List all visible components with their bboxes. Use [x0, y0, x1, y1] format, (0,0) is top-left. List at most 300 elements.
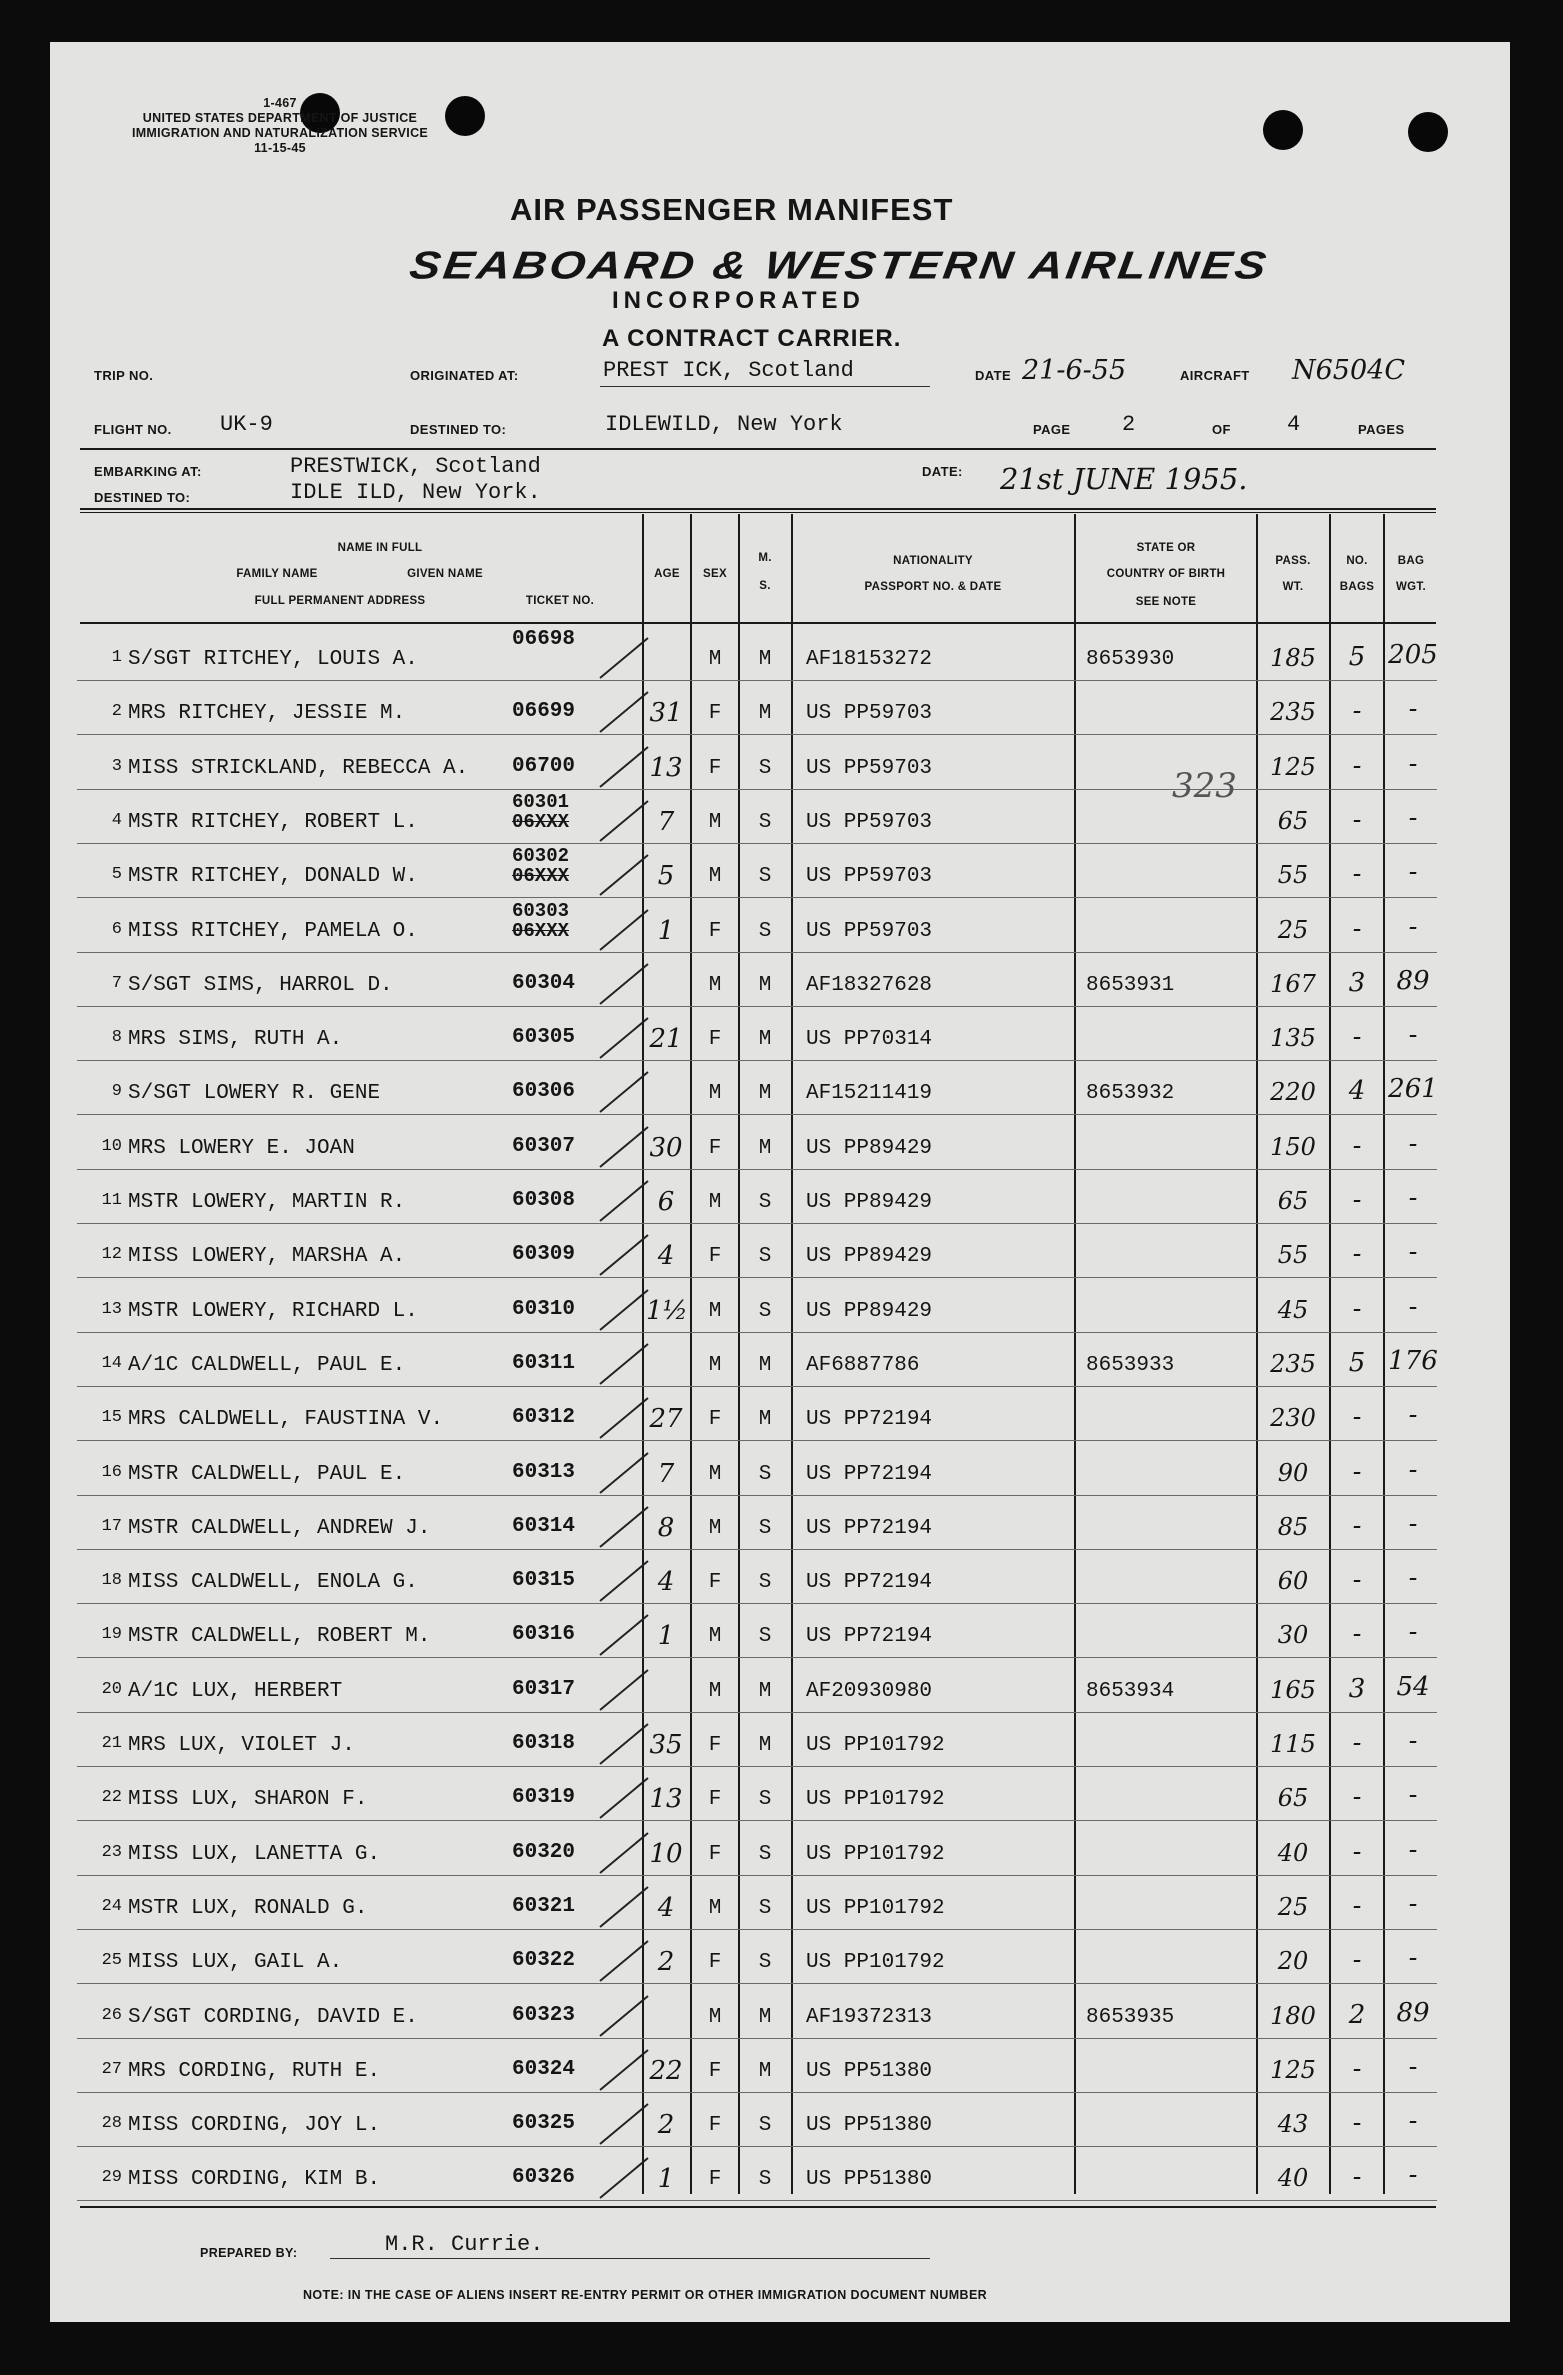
originated-at-label: ORIGINATED AT: [410, 368, 519, 383]
marital-status: M [758, 2060, 772, 2083]
check-mark-icon [596, 1829, 656, 1879]
ticket-number: 60303 [512, 900, 570, 922]
check-mark-icon [596, 1937, 656, 1987]
passenger-name: MISS STRICKLAND, REBECCA A. [128, 757, 469, 780]
bag-weight: - [1408, 1020, 1418, 1050]
table-row [0, 1062, 1563, 1116]
row-number: 7 [111, 974, 122, 993]
check-mark-icon [596, 851, 656, 901]
of-value: 4 [1287, 412, 1301, 437]
col-ms-2: S. [759, 580, 771, 592]
marital-status: M [758, 1082, 772, 1105]
passenger-sex: M [708, 1517, 722, 1540]
check-mark-icon [596, 1286, 656, 1336]
punch-hole-4 [1408, 112, 1448, 152]
row-number: 18 [101, 1571, 122, 1590]
passenger-age: 4 [657, 1241, 675, 1271]
table-bottom-rule [80, 2206, 1436, 2208]
passenger-weight: 45 [1277, 1296, 1309, 1324]
row-number: 8 [111, 1028, 122, 1047]
table-row [0, 954, 1563, 1008]
marital-status: M [758, 1734, 772, 1757]
ticket-number: 60307 [512, 1135, 576, 1158]
check-mark-icon [596, 1774, 656, 1824]
bag-weight: - [1408, 1509, 1418, 1539]
row-number: 10 [101, 1137, 122, 1156]
row-number: 4 [111, 811, 122, 830]
passenger-sex: F [708, 1137, 722, 1160]
nationality-passport: US PP72194 [806, 1463, 933, 1486]
nationality-passport: US PP59703 [806, 757, 933, 780]
table-row [0, 1117, 1563, 1171]
number-of-bags: - [1352, 1239, 1362, 1269]
check-mark-icon [596, 1611, 656, 1661]
row-number: 13 [101, 1300, 122, 1319]
row-number: 6 [111, 920, 122, 939]
passenger-name: MRS LOWERY E. JOAN [128, 1137, 355, 1160]
ticket-number: 60323 [512, 2004, 576, 2027]
passenger-age: 13 [649, 753, 683, 783]
aliens-note: NOTE: IN THE CASE OF ALIENS INSERT RE-ENTRY PERMIT OR OTHER IMMIGRATION DOCUMENT NUMBER [303, 2288, 988, 2302]
number-of-bags: - [1352, 1891, 1362, 1921]
number-of-bags: 5 [1348, 642, 1366, 672]
passenger-age: 7 [657, 807, 675, 837]
passenger-weight: 65 [1277, 1784, 1309, 1812]
ticket-number-struck: 06XXX [512, 811, 570, 833]
passenger-weight: 65 [1277, 1187, 1309, 1215]
bag-weight: 89 [1396, 966, 1430, 996]
bag-weight: - [1408, 2160, 1418, 2190]
passenger-name: MSTR LOWERY, MARTIN R. [128, 1191, 406, 1214]
table-row [0, 1823, 1563, 1877]
number-of-bags: - [1352, 1619, 1362, 1649]
ticket-number: 60311 [512, 1352, 576, 1375]
col-ticket-no: TICKET NO. [525, 595, 595, 607]
number-of-bags: - [1352, 2108, 1362, 2138]
passenger-age: 1 [657, 2164, 675, 2194]
bag-weight: - [1408, 1129, 1418, 1159]
ticket-number: 60301 [512, 791, 570, 813]
passenger-name: A/1C CALDWELL, PAUL E. [128, 1354, 406, 1377]
row-number: 5 [111, 865, 122, 884]
passenger-sex: M [708, 865, 722, 888]
number-of-bags: - [1352, 1294, 1362, 1324]
passenger-name: MSTR CALDWELL, ANDREW J. [128, 1517, 431, 1540]
bag-weight: - [1408, 2052, 1418, 2082]
col-passport: PASSPORT NO. & DATE [864, 581, 1002, 593]
destined-to-value: IDLEWILD, New York [605, 412, 843, 437]
nationality-passport: US PP89429 [806, 1137, 933, 1160]
annotation-323: 323 [1172, 766, 1237, 806]
ticket-number: 60312 [512, 1406, 576, 1429]
passenger-sex: M [708, 811, 722, 834]
passenger-name: MISS CALDWELL, ENOLA G. [128, 1571, 418, 1594]
col-no-bags-1: NO. [1346, 555, 1368, 567]
nationality-passport: US PP51380 [806, 2168, 933, 2191]
ticket-number-struck: 06XXX [512, 920, 570, 942]
ticket-number: 60326 [512, 2166, 576, 2189]
bag-weight: - [1408, 1455, 1418, 1485]
originated-underline [600, 386, 930, 387]
table-row [0, 737, 1563, 791]
ticket-number: 60309 [512, 1243, 576, 1266]
passenger-name: MRS CALDWELL, FAUSTINA V. [128, 1408, 444, 1431]
number-of-bags: - [1352, 914, 1362, 944]
date-label-2: DATE: [922, 464, 963, 479]
check-mark-icon [596, 797, 656, 847]
col-bag-wgt-1: BAG [1397, 555, 1425, 567]
marital-status: M [758, 1408, 772, 1431]
ticket-number: 60316 [512, 1623, 576, 1646]
marital-status: S [758, 757, 772, 780]
row-number: 22 [101, 1788, 122, 1807]
passenger-sex: F [708, 1028, 722, 1051]
number-of-bags: - [1352, 1185, 1362, 1215]
check-mark-icon [596, 906, 656, 956]
of-label: OF [1212, 422, 1231, 437]
passenger-sex: F [708, 1788, 722, 1811]
nationality-passport: AF19372313 [806, 2006, 933, 2029]
col-bag-wgt-2: WGT. [1396, 581, 1426, 593]
nationality-passport: US PP59703 [806, 865, 933, 888]
page-value: 2 [1122, 412, 1136, 437]
prepared-by-value: M.R. Currie. [385, 2232, 544, 2257]
passenger-weight: 235 [1270, 1350, 1316, 1378]
passenger-name: MISS LUX, GAIL A. [128, 1951, 343, 1974]
ticket-number: 60319 [512, 1786, 576, 1809]
state-of-birth: 8653935 [1086, 2006, 1175, 2029]
passenger-sex: M [708, 974, 722, 997]
check-mark-icon [596, 1503, 656, 1553]
table-row [0, 845, 1563, 899]
passenger-sex: M [708, 1680, 722, 1703]
passenger-weight: 90 [1277, 1459, 1309, 1487]
passenger-weight: 20 [1277, 1947, 1309, 1975]
ticket-number: 60315 [512, 1569, 576, 1592]
table-row [0, 682, 1563, 736]
passenger-weight: 135 [1270, 1024, 1316, 1052]
number-of-bags: 5 [1348, 1348, 1366, 1378]
passenger-age: 8 [657, 1513, 675, 1543]
row-number: 23 [101, 1843, 122, 1862]
col-no-bags-2: BAGS [1339, 581, 1375, 593]
state-of-birth: 8653931 [1086, 974, 1175, 997]
nationality-passport: AF15211419 [806, 1082, 933, 1105]
passenger-name: MSTR CALDWELL, PAUL E. [128, 1463, 406, 1486]
ticket-number: 60305 [512, 1026, 576, 1049]
col-state-1: STATE OR [1136, 542, 1196, 554]
marital-status: M [758, 1354, 772, 1377]
marital-status: M [758, 648, 772, 671]
passenger-name: MSTR RITCHEY, ROBERT L. [128, 811, 418, 834]
ticket-number: 06700 [512, 755, 576, 778]
passenger-name: S/SGT SIMS, HARROL D. [128, 974, 393, 997]
passenger-sex: F [708, 2114, 722, 2137]
aircraft-value: N6504C [1292, 355, 1405, 386]
col-state-2: COUNTRY OF BIRTH [1106, 568, 1226, 580]
passenger-sex: F [708, 1408, 722, 1431]
col-sex: SEX [703, 568, 727, 580]
table-top-rule-2 [80, 512, 1436, 513]
check-mark-icon [596, 2100, 656, 2150]
marital-status: S [758, 1300, 772, 1323]
passenger-age: 27 [649, 1404, 683, 1434]
nationality-passport: US PP72194 [806, 1571, 933, 1594]
passenger-age: 2 [657, 2110, 675, 2140]
state-of-birth: 8653932 [1086, 1082, 1175, 1105]
nationality-passport: AF20930980 [806, 1680, 933, 1703]
row-number: 21 [101, 1734, 122, 1753]
originated-at-value: PREST ICK, Scotland [603, 358, 854, 383]
passenger-weight: 25 [1277, 1893, 1309, 1921]
marital-status: S [758, 1951, 772, 1974]
nationality-passport: US PP101792 [806, 1843, 945, 1866]
passenger-weight: 167 [1270, 970, 1316, 998]
passenger-name: S/SGT LOWERY R. GENE [128, 1082, 381, 1105]
passenger-sex: M [708, 648, 722, 671]
marital-status: M [758, 974, 772, 997]
passenger-weight: 60 [1277, 1567, 1309, 1595]
ticket-number: 60320 [512, 1841, 576, 1864]
table-row [0, 1605, 1563, 1659]
flight-no-label: FLIGHT NO. [94, 422, 172, 437]
ticket-number: 60308 [512, 1189, 576, 1212]
nationality-passport: US PP59703 [806, 811, 933, 834]
incorporated-label: INCORPORATED [612, 287, 865, 314]
nationality-passport: US PP89429 [806, 1245, 933, 1268]
ticket-number: 60317 [512, 1678, 576, 1701]
row-number: 17 [101, 1517, 122, 1536]
number-of-bags: 3 [1348, 968, 1366, 998]
table-row [0, 1551, 1563, 1605]
bag-weight: - [1408, 1726, 1418, 1756]
passenger-name: MISS LUX, LANETTA G. [128, 1843, 381, 1866]
check-mark-icon [596, 1068, 656, 1118]
marital-status: S [758, 1463, 772, 1486]
form-department: UNITED STATES DEPARTMENT OF JUSTICE [142, 111, 418, 125]
passenger-name: MSTR LUX, RONALD G. [128, 1897, 368, 1920]
number-of-bags: - [1352, 1565, 1362, 1595]
table-row [0, 1986, 1563, 2040]
pages-label: PAGES [1358, 422, 1405, 437]
page-label: PAGE [1033, 422, 1071, 437]
bag-weight: - [1408, 1563, 1418, 1593]
check-mark-icon [596, 1231, 656, 1281]
marital-status: S [758, 2168, 772, 2191]
table-row [0, 791, 1563, 845]
table-row [0, 1931, 1563, 1985]
ticket-number: 60321 [512, 1895, 576, 1918]
bag-weight: - [1408, 803, 1418, 833]
passenger-name: S/SGT CORDING, DAVID E. [128, 2006, 418, 2029]
table-row [0, 1171, 1563, 1225]
passenger-name: MRS LUX, VIOLET J. [128, 1734, 355, 1757]
col-address: FULL PERMANENT ADDRESS [254, 595, 426, 607]
column-header-rule [80, 622, 1436, 624]
check-mark-icon [596, 634, 656, 684]
marital-status: M [758, 1028, 772, 1051]
passenger-age: 2 [657, 1947, 675, 1977]
table-row [0, 1660, 1563, 1714]
row-number: 11 [101, 1191, 122, 1210]
passenger-weight: 150 [1270, 1133, 1316, 1161]
bag-weight: - [1408, 1292, 1418, 1322]
airline-name: SEABOARD & WESTERN AIRLINES [406, 242, 1272, 288]
number-of-bags: 4 [1348, 1076, 1366, 1106]
bag-weight: - [1408, 857, 1418, 887]
number-of-bags: - [1352, 751, 1362, 781]
table-row [0, 1225, 1563, 1279]
embarking-at-value: PRESTWICK, Scotland [290, 454, 541, 479]
row-number: 25 [101, 1951, 122, 1970]
table-row [0, 1714, 1563, 1768]
nationality-passport: US PP101792 [806, 1734, 945, 1757]
bag-weight: - [1408, 1943, 1418, 1973]
passenger-sex: F [708, 2060, 722, 2083]
nationality-passport: US PP59703 [806, 702, 933, 725]
bag-weight: - [1408, 912, 1418, 942]
bag-weight: 261 [1388, 1074, 1438, 1104]
passenger-sex: M [708, 1897, 722, 1920]
check-mark-icon [596, 1557, 656, 1607]
ticket-number: 60314 [512, 1515, 576, 1538]
passenger-sex: F [708, 1734, 722, 1757]
marital-status: S [758, 865, 772, 888]
bag-weight: 176 [1388, 1346, 1438, 1376]
ticket-number: 06699 [512, 700, 576, 723]
passenger-age: 31 [649, 698, 683, 728]
col-pass-wt-2: WT. [1282, 581, 1304, 593]
passenger-name: MISS CORDING, KIM B. [128, 2168, 381, 2191]
table-row [0, 1443, 1563, 1497]
row-number: 9 [111, 1082, 122, 1101]
passenger-age: 22 [649, 2056, 683, 2086]
passenger-weight: 165 [1270, 1676, 1316, 1704]
row-number: 14 [101, 1354, 122, 1373]
bag-weight: - [1408, 694, 1418, 724]
date-value-2: 21st JUNE 1955. [1000, 462, 1248, 496]
number-of-bags: - [1352, 696, 1362, 726]
bag-weight: - [1408, 2106, 1418, 2136]
passenger-name: MISS CORDING, JOY L. [128, 2114, 381, 2137]
manifest-title: AIR PASSENGER MANIFEST [510, 192, 954, 227]
nationality-passport: US PP101792 [806, 1951, 945, 1974]
col-state-3: SEE NOTE [1135, 596, 1197, 608]
passenger-age: 5 [657, 861, 675, 891]
row-number: 15 [101, 1408, 122, 1427]
ticket-number-struck: 06XXX [512, 865, 570, 887]
marital-status: M [758, 702, 772, 725]
passenger-age: 10 [649, 1839, 683, 1869]
bag-weight: 89 [1396, 1998, 1430, 2028]
bag-weight: - [1408, 1889, 1418, 1919]
marital-status: S [758, 920, 772, 943]
passenger-sex: M [708, 1191, 722, 1214]
passenger-name: MSTR RITCHEY, DONALD W. [128, 865, 418, 888]
check-mark-icon [596, 1177, 656, 1227]
punch-hole-3 [1263, 110, 1303, 150]
destined-to-label: DESTINED TO: [410, 422, 507, 437]
check-mark-icon [596, 1014, 656, 1064]
number-of-bags: 3 [1348, 1674, 1366, 1704]
passenger-name: MISS RITCHEY, PAMELA O. [128, 920, 418, 943]
row-number: 3 [111, 757, 122, 776]
passenger-weight: 43 [1277, 2110, 1309, 2138]
nationality-passport: AF18153272 [806, 648, 933, 671]
passenger-age: 13 [649, 1784, 683, 1814]
passenger-sex: F [708, 920, 722, 943]
marital-status: S [758, 1843, 772, 1866]
prepared-by-underline [330, 2258, 930, 2259]
form-service: IMMIGRATION AND NATURALIZATION SERVICE [131, 126, 429, 140]
ticket-number: 60304 [512, 972, 576, 995]
form-number: 1-467 [263, 96, 297, 110]
marital-status: S [758, 811, 772, 834]
number-of-bags: - [1352, 805, 1362, 835]
table-row [0, 1768, 1563, 1822]
check-mark-icon [596, 2154, 656, 2204]
aircraft-label: AIRCRAFT [1180, 368, 1250, 383]
embarking-at-label: EMBARKING AT: [94, 464, 202, 479]
ticket-number: 06698 [512, 628, 576, 651]
marital-status: M [758, 1680, 772, 1703]
number-of-bags: - [1352, 1131, 1362, 1161]
check-mark-icon [596, 1394, 656, 1444]
table-row [0, 1334, 1563, 1388]
nationality-passport: US PP51380 [806, 2114, 933, 2137]
ticket-number: 60324 [512, 2058, 576, 2081]
marital-status: S [758, 1897, 772, 1920]
number-of-bags: - [1352, 859, 1362, 889]
passenger-name: S/SGT RITCHEY, LOUIS A. [128, 648, 418, 671]
ticket-number: 60318 [512, 1732, 576, 1755]
passenger-sex: M [708, 2006, 722, 2029]
check-mark-icon [596, 1666, 656, 1716]
passenger-age: 4 [657, 1567, 675, 1597]
check-mark-icon [596, 1720, 656, 1770]
passenger-sex: F [708, 702, 722, 725]
number-of-bags: - [1352, 1728, 1362, 1758]
row-number: 24 [101, 1897, 122, 1916]
bag-weight: - [1408, 1400, 1418, 1430]
check-mark-icon [596, 1449, 656, 1499]
nationality-passport: US PP72194 [806, 1625, 933, 1648]
bag-weight: - [1408, 1835, 1418, 1865]
row-number: 16 [101, 1463, 122, 1482]
col-given-name: GIVEN NAME [407, 568, 483, 580]
marital-status: S [758, 1517, 772, 1540]
passenger-sex: M [708, 1300, 722, 1323]
marital-status: S [758, 1245, 772, 1268]
marital-status: M [758, 2006, 772, 2029]
row-number: 2 [111, 702, 122, 721]
check-mark-icon [596, 688, 656, 738]
nationality-passport: US PP101792 [806, 1897, 945, 1920]
nationality-passport: US PP72194 [806, 1408, 933, 1431]
row-number: 27 [101, 2060, 122, 2079]
number-of-bags: - [1352, 1402, 1362, 1432]
nationality-passport: US PP51380 [806, 2060, 933, 2083]
bag-weight: - [1408, 1780, 1418, 1810]
nationality-passport: AF6887786 [806, 1354, 920, 1377]
passenger-weight: 40 [1277, 2164, 1309, 2192]
table-row [0, 1877, 1563, 1931]
row-number: 28 [101, 2114, 122, 2133]
passenger-age: 30 [649, 1133, 683, 1163]
marital-status: S [758, 1571, 772, 1594]
destined-to-value-2: IDLE ILD, New York. [290, 480, 541, 505]
passenger-sex: M [708, 1625, 722, 1648]
